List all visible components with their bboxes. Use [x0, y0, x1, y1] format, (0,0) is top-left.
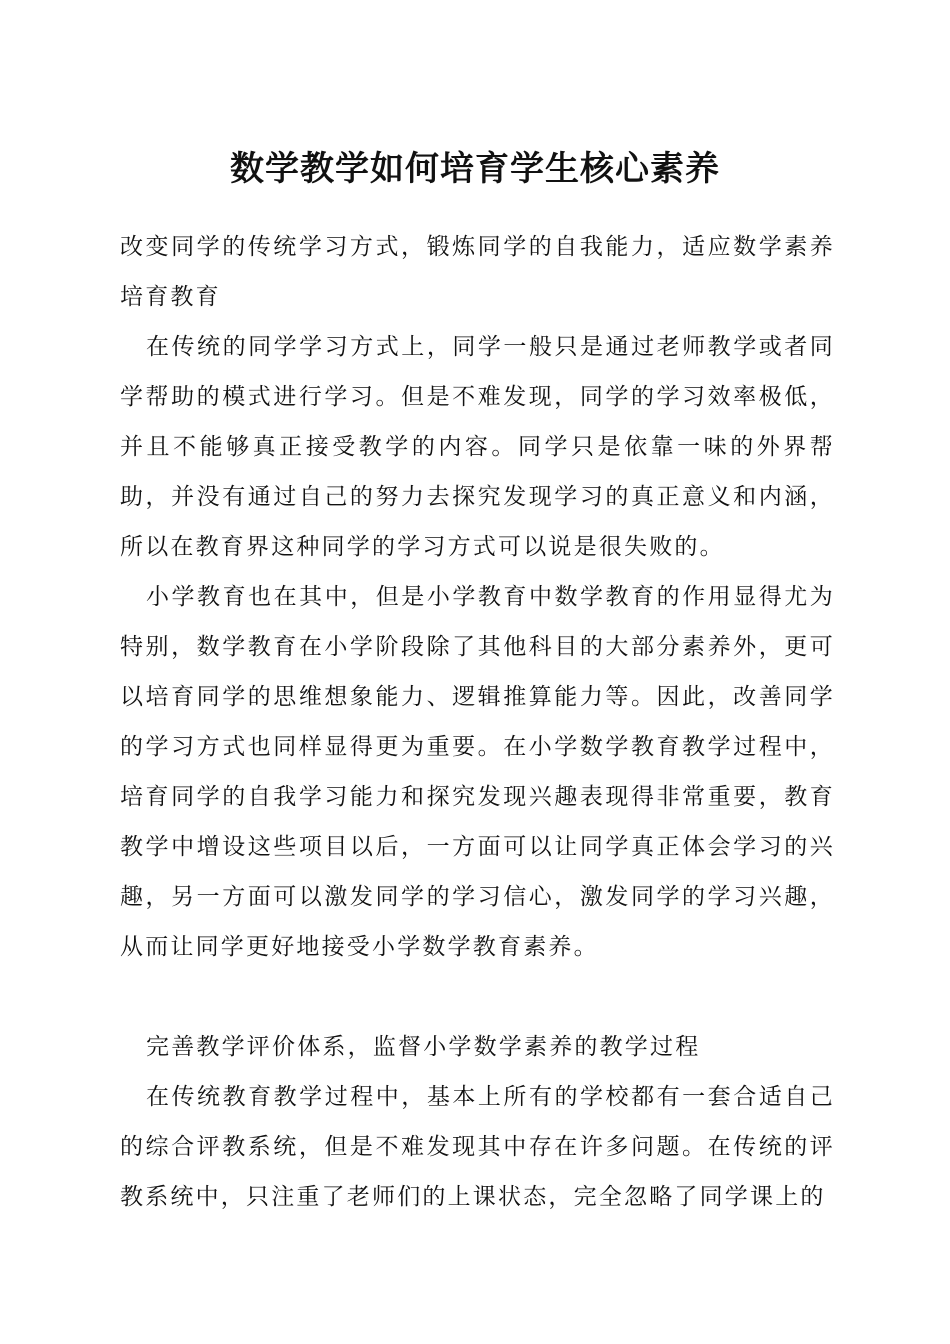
section-heading-learning-style: 改变同学的传统学习方式，锻炼同学的自我能力，适应数学素养培育教育 [120, 234, 835, 310]
document-body [120, 222, 835, 1222]
paragraph-evaluation-system: 在传统教育教学过程中，基本上所有的学校都有一套合适自己的综合评教系统，但是不难发现其中存在许多问题。在传统的评教系统中，只注重了老师们的上课状态，完全忽略了同学课上的 [120, 1084, 835, 1210]
paragraph-traditional-learning: 在传统的同学学习方式上，同学一般只是通过老师教学或者同学帮助的模式进行学习。但是不难发现，同学的学习效率极低，并且不能够真正接受教学的内容。同学只是依靠一味的外界帮助，并没有通过自己的努力去探究发现学习的真正意义和内涵，所以在教育界这种同学的学习方式可以说是很失败的。 [120, 334, 835, 560]
paragraph-spacer [120, 972, 835, 1022]
section-heading-evaluation-system: 完善教学评价体系，监督小学数学素养的教学过程 [146, 1034, 701, 1060]
paragraph-primary-math-education: 小学教育也在其中，但是小学教育中数学教育的作用显得尤为特别，数学教育在小学阶段除了其他科目的大部分素养外，更可以培育同学的思维想象能力、逻辑推算能力等。因此，改善同学的学习方式也同样显得更为重要。在小学数学教育教学过程中，培育同学的自我学习能力和探究发现兴趣表现得非常重要，教育教学中增设这些项目以后，一方面可以让同学真正体会学习的兴趣，另一方面可以激发同学的学习信心，激发同学的学习兴趣，从而让同学更好地接受小学数学教育素养。 [120, 584, 835, 960]
document-title: 数学教学如何培育学生核心素养 [230, 149, 720, 189]
